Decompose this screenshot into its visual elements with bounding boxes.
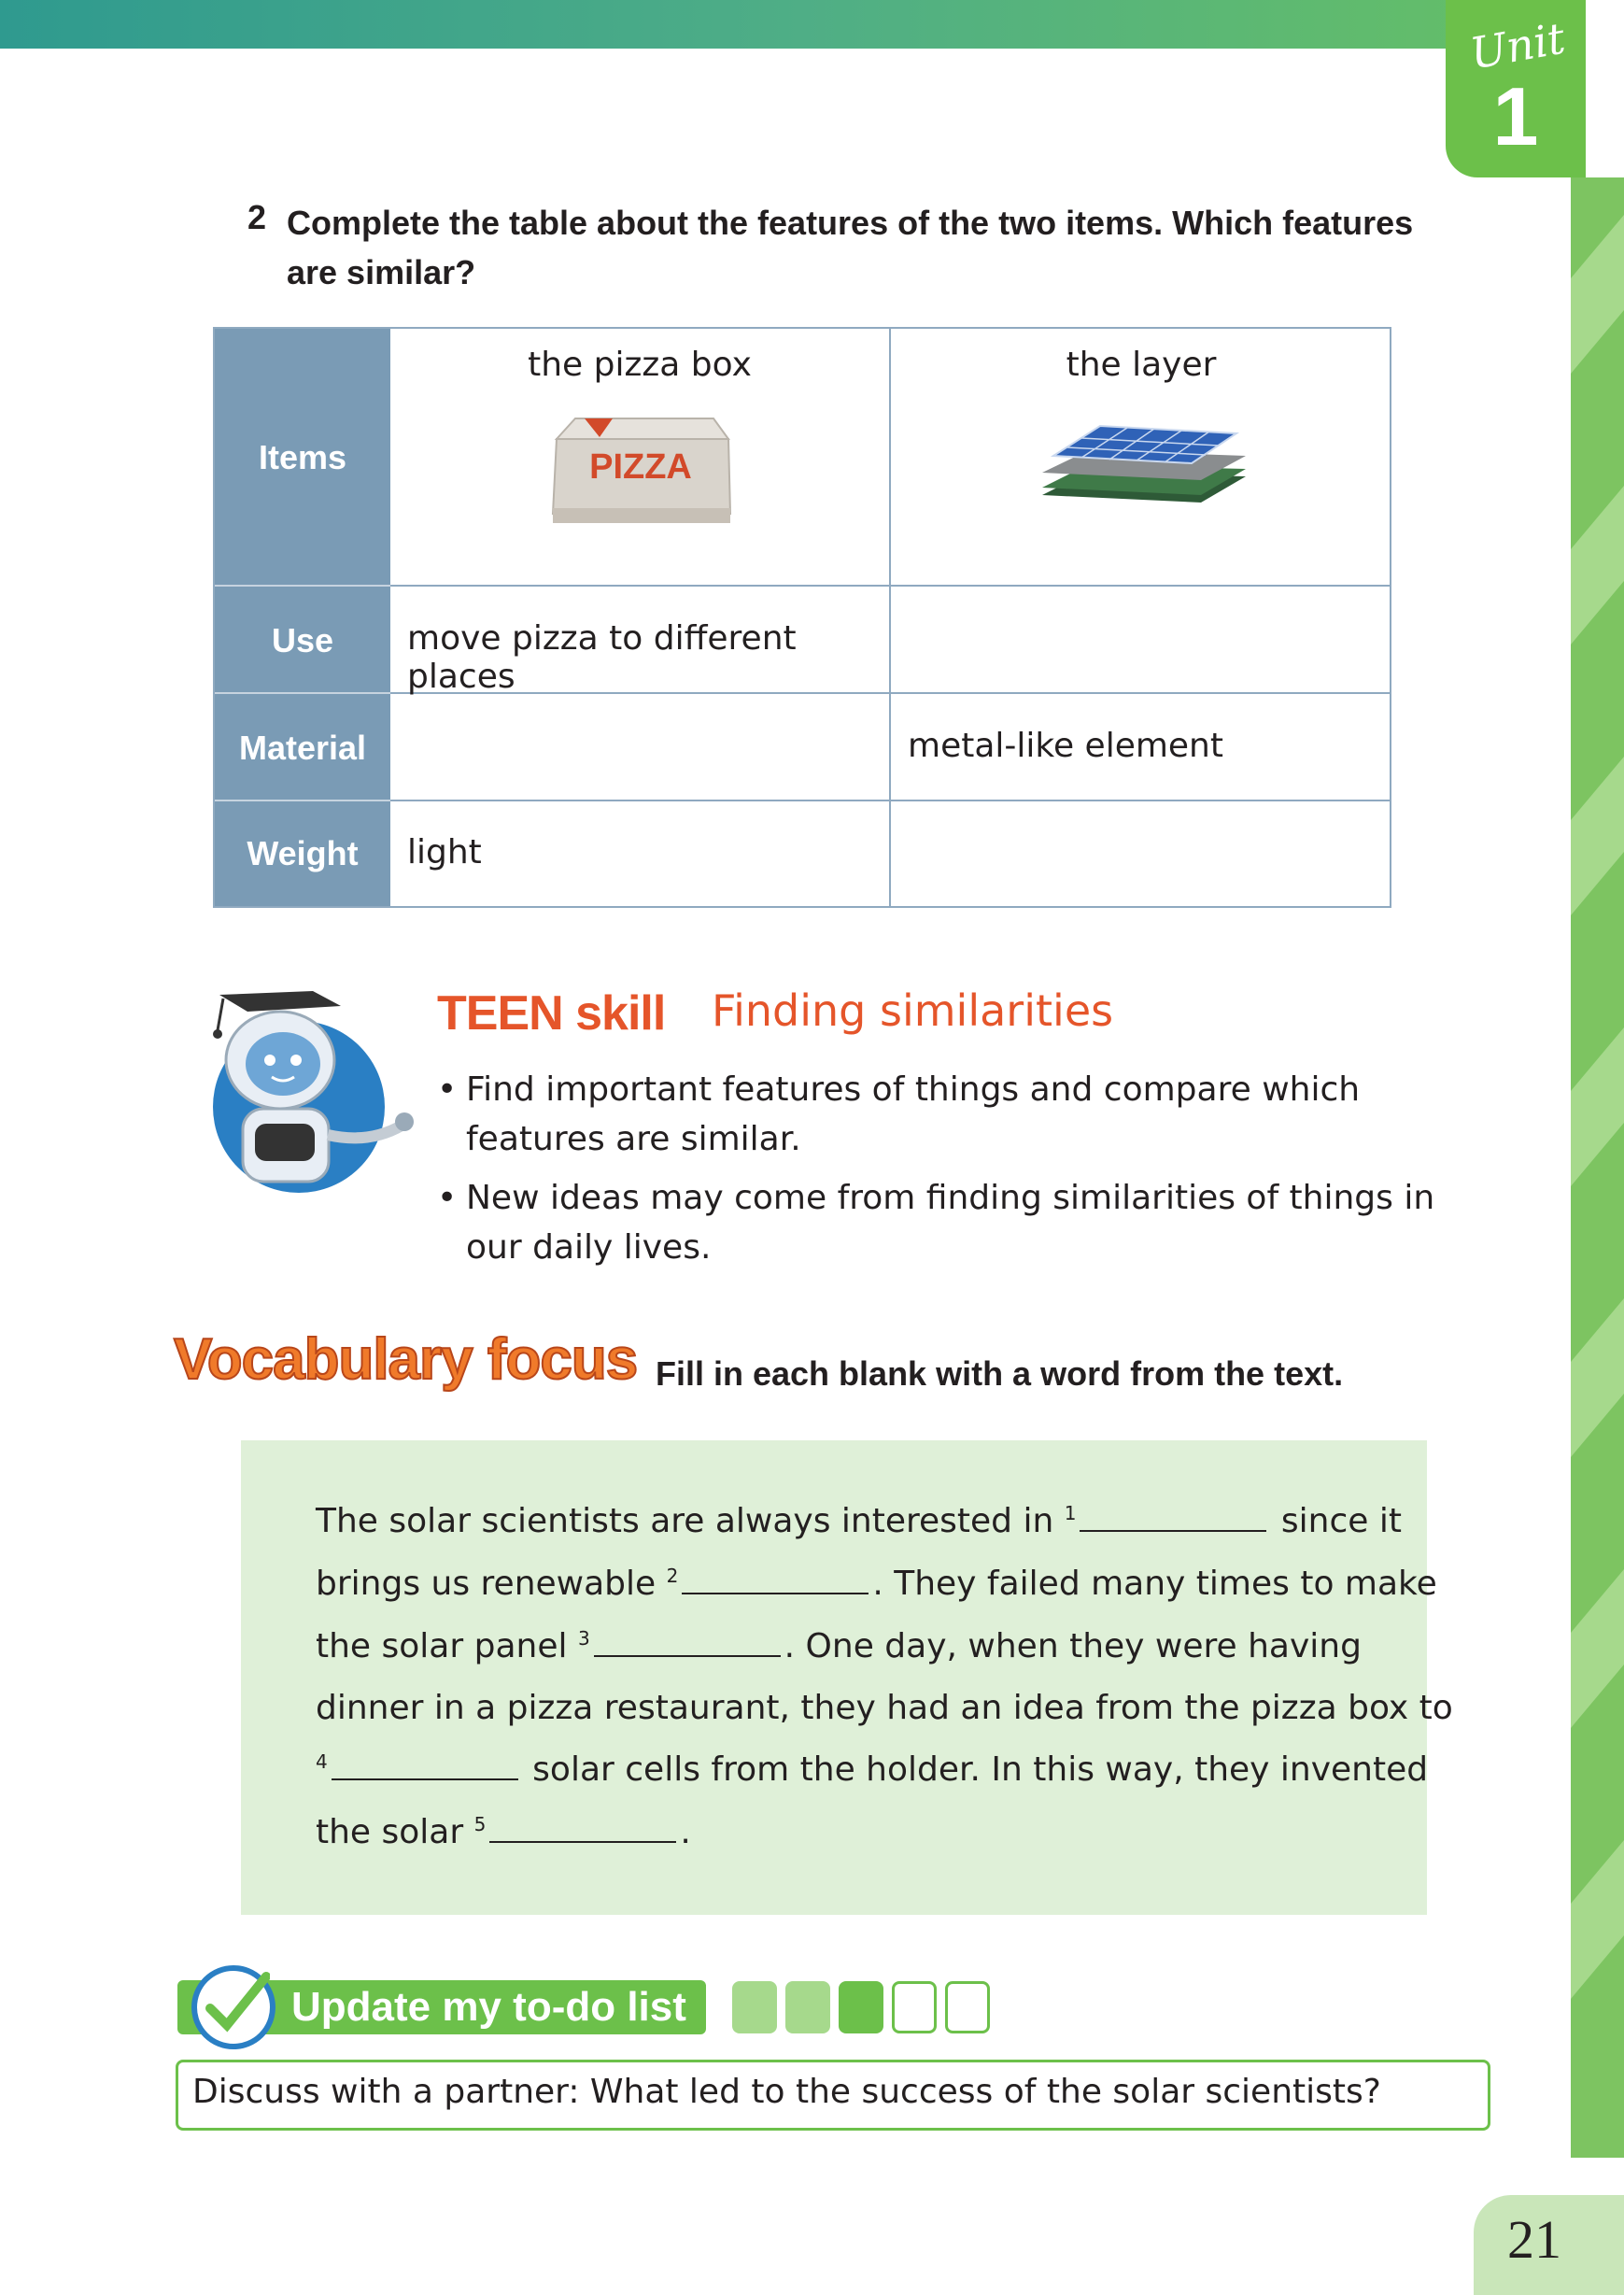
weight-pizza-box: light [407, 833, 482, 871]
row-header-weight: Weight [247, 834, 359, 872]
progress-step-empty [945, 1981, 990, 2033]
solar-layer-icon [1040, 418, 1246, 521]
item-name-pizza-box: the pizza box [528, 346, 752, 384]
skill-bullet-text: New ideas may come from finding similarities of things in our daily lives. [466, 1179, 1435, 1267]
row-header-material: Material [215, 694, 390, 801]
skill-bullet-text: Find important features of things and compare which features are similar. [466, 1070, 1361, 1158]
use-pizza-box: move pizza to different places [407, 619, 797, 696]
teen-skill-title: TEEN skill [437, 986, 666, 1041]
passage-text: the solar [316, 1813, 474, 1851]
unit-tab [1446, 0, 1586, 177]
passage-text: The solar scientists are always interested in [316, 1502, 1065, 1540]
unit-label: Unit [1466, 12, 1569, 79]
passage-line [316, 1565, 1437, 1603]
passage-text: the solar panel [316, 1627, 578, 1665]
passage-text: . One day, when they were having [784, 1627, 1362, 1665]
question-text: Complete the table about the features of the two items. Which features are similar? [287, 204, 1414, 291]
checkmark-icon [191, 1965, 275, 2049]
page-number-tab [1474, 2195, 1624, 2295]
page-number: 21 [1507, 2209, 1561, 2270]
unit-number: 1 [1492, 70, 1539, 163]
features-table [213, 327, 1391, 908]
blank-number: 1 [1064, 1502, 1077, 1524]
progress-step-complete [785, 1981, 830, 2033]
progress-step-complete [732, 1981, 777, 2033]
progress-step-empty [892, 1981, 937, 2033]
vocabulary-instruction: Fill in each blank with a word from the text. [656, 1354, 1344, 1393]
blank-number: 3 [577, 1627, 590, 1650]
table-cell [891, 694, 1391, 801]
blank-field[interactable] [682, 1565, 868, 1594]
blank-number: 5 [473, 1813, 487, 1835]
side-decoration-strip [1571, 177, 1624, 2158]
progress-step-complete [839, 1981, 883, 2033]
row-header-items: Items [215, 329, 390, 587]
passage-text: . [680, 1813, 691, 1851]
robot-mascot-icon [201, 985, 425, 1210]
table-cell [390, 694, 891, 801]
passage-line [316, 1627, 1362, 1665]
passage-line [316, 1750, 1428, 1789]
pizza-box-icon [547, 411, 734, 532]
passage-line [316, 1689, 1453, 1727]
material-layer: metal-like element [908, 727, 1223, 765]
bullet-dot: • [437, 1070, 458, 1109]
bullet-dot: • [437, 1179, 458, 1217]
passage-line [316, 1502, 1402, 1540]
top-banner [0, 0, 1457, 49]
discussion-prompt-text: Discuss with a partner: What led to the success of the solar scientists? [192, 2073, 1381, 2111]
todo-title: Update my to-do list [291, 1984, 686, 2030]
item-cell-pizza-box [390, 329, 891, 587]
passage-text: brings us renewable [316, 1565, 667, 1603]
item-name-layer: the layer [1066, 346, 1217, 384]
table-cell [891, 587, 1391, 694]
table-cell [891, 801, 1391, 906]
teen-skill-subtitle: Finding similarities [712, 985, 1114, 1036]
passage-text: . They failed many times to make [872, 1565, 1437, 1603]
blank-number: 2 [666, 1565, 679, 1587]
pizza-box-label: PIZZA [589, 447, 692, 487]
question-number: 2 [247, 198, 267, 236]
passage-text: solar cells from the holder. In this way, they invented [521, 1750, 1429, 1789]
blank-field[interactable] [332, 1750, 518, 1780]
table-cell [390, 801, 891, 906]
vocabulary-focus-title: Vocabulary focus [174, 1327, 638, 1392]
blank-field[interactable] [489, 1813, 676, 1843]
passage-text: dinner in a pizza restaurant, they had an idea from the pizza box to [316, 1689, 1453, 1727]
table-cell [390, 587, 891, 694]
blank-field[interactable] [594, 1627, 781, 1657]
item-cell-layer [891, 329, 1391, 587]
blank-field[interactable] [1080, 1502, 1266, 1532]
passage-text: since it [1270, 1502, 1403, 1540]
row-header-use: Use [215, 587, 390, 694]
blank-number: 4 [316, 1750, 328, 1773]
passage-line [316, 1813, 691, 1851]
